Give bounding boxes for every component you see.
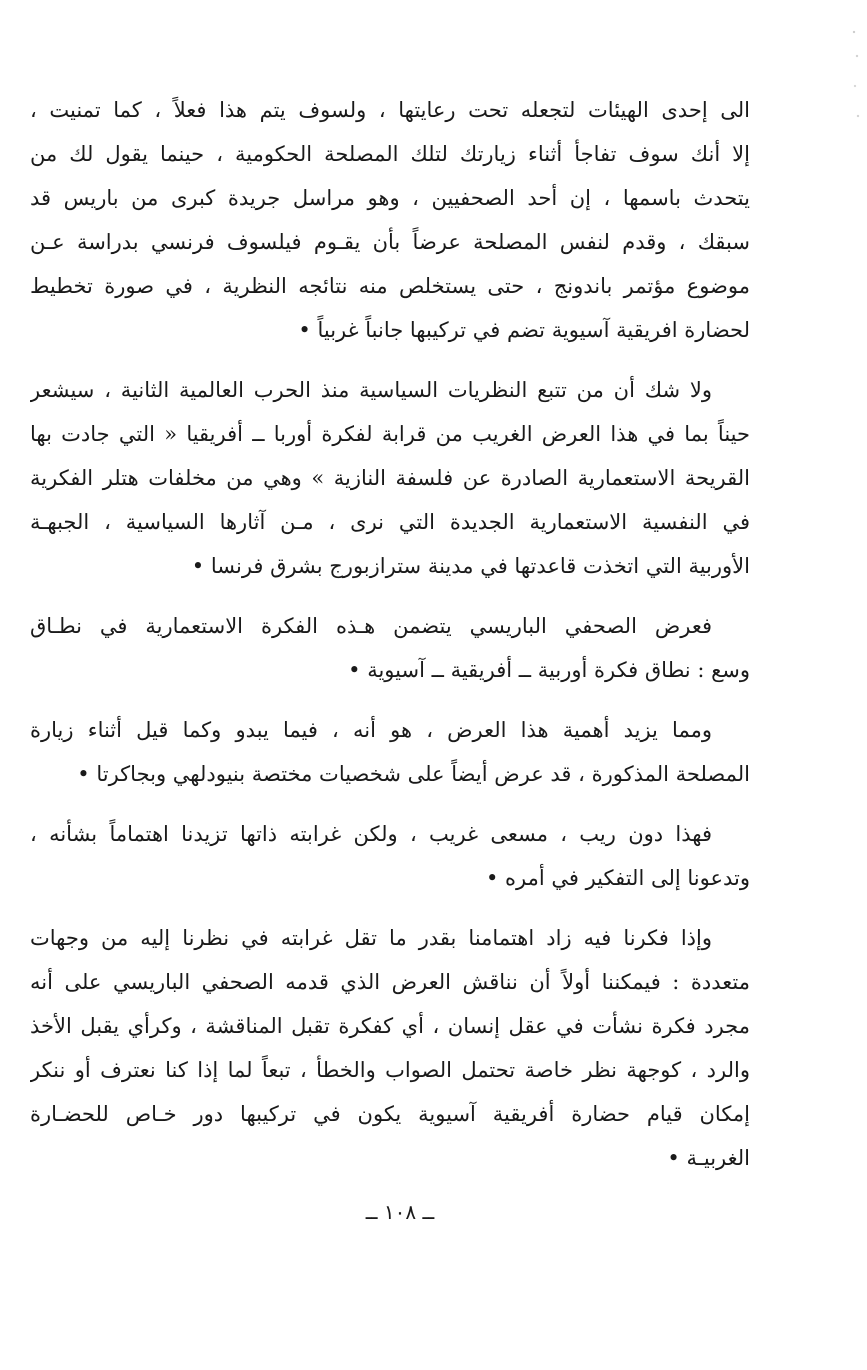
text-line: يتحدث باسمها ، إن أحد الصحفيين ، وهو مراسل جريدة كبرى من باريس قد xyxy=(30,186,750,210)
document-body xyxy=(30,88,750,1196)
text-line: فعرض الصحفي الباريسي يتضمن هـذه الفكرة الاستعمارية في نطـاق xyxy=(30,614,712,638)
text-line: فهذا دون ريب ، مسعى غريب ، ولكن غرابته ذاتها تزيدنا اهتماماً بشأنه ، xyxy=(30,822,712,846)
text-line: ومما يزيد أهمية هذا العرض ، هو أنه ، فيما يبدو وكما قيل أثناء زيارة xyxy=(30,718,712,742)
text-line: إلا أنك سوف تفاجأ أثناء زيارتك لتلك المصلحة الحكومية ، حينما يقول لك من xyxy=(30,142,750,166)
page-number: ــ ١٠٨ ــ xyxy=(365,1200,435,1224)
text-line: مجرد فكرة نشأت في عقل إنسان ، أي كفكرة تقبل المناقشة ، وكرأي يقبل الأخذ xyxy=(30,1014,750,1038)
scan-margin-specks xyxy=(851,20,861,140)
text-line: إمكان قيام حضارة أفريقية آسيوية يكون في تركيبها دور خـاص للحضـارة xyxy=(30,1102,750,1126)
text-line: القريحة الاستعمارية الصادرة عن فلسفة النازية » وهي من مخلفات هتلر الفكرية xyxy=(30,466,750,490)
text-line: الى إحدى الهيئات لتجعله تحت رعايتها ، ولسوف يتم هذا فعلاً ، كما تمنيت ، xyxy=(30,98,750,122)
paragraph xyxy=(30,708,750,796)
text-line: وإذا فكرنا فيه زاد اهتمامنا بقدر ما تقل غرابته في نظرنا إليه من وجهات xyxy=(30,926,712,950)
paragraph xyxy=(30,368,750,588)
text-line: في النفسية الاستعمارية الجديدة التي نرى ، مـن آثارها السياسية ، الجبهـة xyxy=(30,510,750,534)
text-line: المصلحة المذكورة ، قد عرض أيضاً على شخصيات مختصة بنيودلهي وبجاكرتا • xyxy=(77,762,750,786)
text-line: ولا شك أن من تتبع النظريات السياسية منذ الحرب العالمية الثانية ، سيشعر xyxy=(30,378,712,402)
text-line: الأوربية التي اتخذت قاعدتها في مدينة سترازبورج بشرق فرنسا • xyxy=(191,554,750,578)
text-line: متعددة : فيمكننا أولاً أن نناقش العرض الذي قدمه الصحفي الباريسي على أنه xyxy=(30,970,750,994)
paragraph xyxy=(30,916,750,1180)
text-line: لحضارة افريقية آسيوية تضم في تركيبها جانباً غربياً • xyxy=(298,318,750,342)
text-line: سبقك ، وقدم لنفس المصلحة عرضاً بأن يقـوم فيلسوف فرنسي بدراسة عـن xyxy=(30,230,750,254)
paragraph xyxy=(30,604,750,692)
text-line: الغربيـة • xyxy=(667,1146,750,1170)
text-line: موضوع مؤتمر باندونج ، حتى يستخلص منه نتائجه النظرية ، في صورة تخطيط xyxy=(30,274,750,298)
text-line: حيناً بما في هذا العرض الغريب من قرابة لفكرة أوربا ــ أفريقيا « التي جادت بها xyxy=(30,422,750,446)
paragraph xyxy=(30,88,750,352)
text-line: وسع : نطاق فكرة أوربية ــ أفريقية ــ آسيوية • xyxy=(348,658,750,682)
paragraph xyxy=(30,812,750,900)
text-line: والرد ، كوجهة نظر خاصة تحتمل الصواب والخطأ ، تبعاً لما إذا كنا نعترف أو ننكر xyxy=(30,1058,750,1082)
text-line: وتدعونا إلى التفكير في أمره • xyxy=(485,866,750,890)
